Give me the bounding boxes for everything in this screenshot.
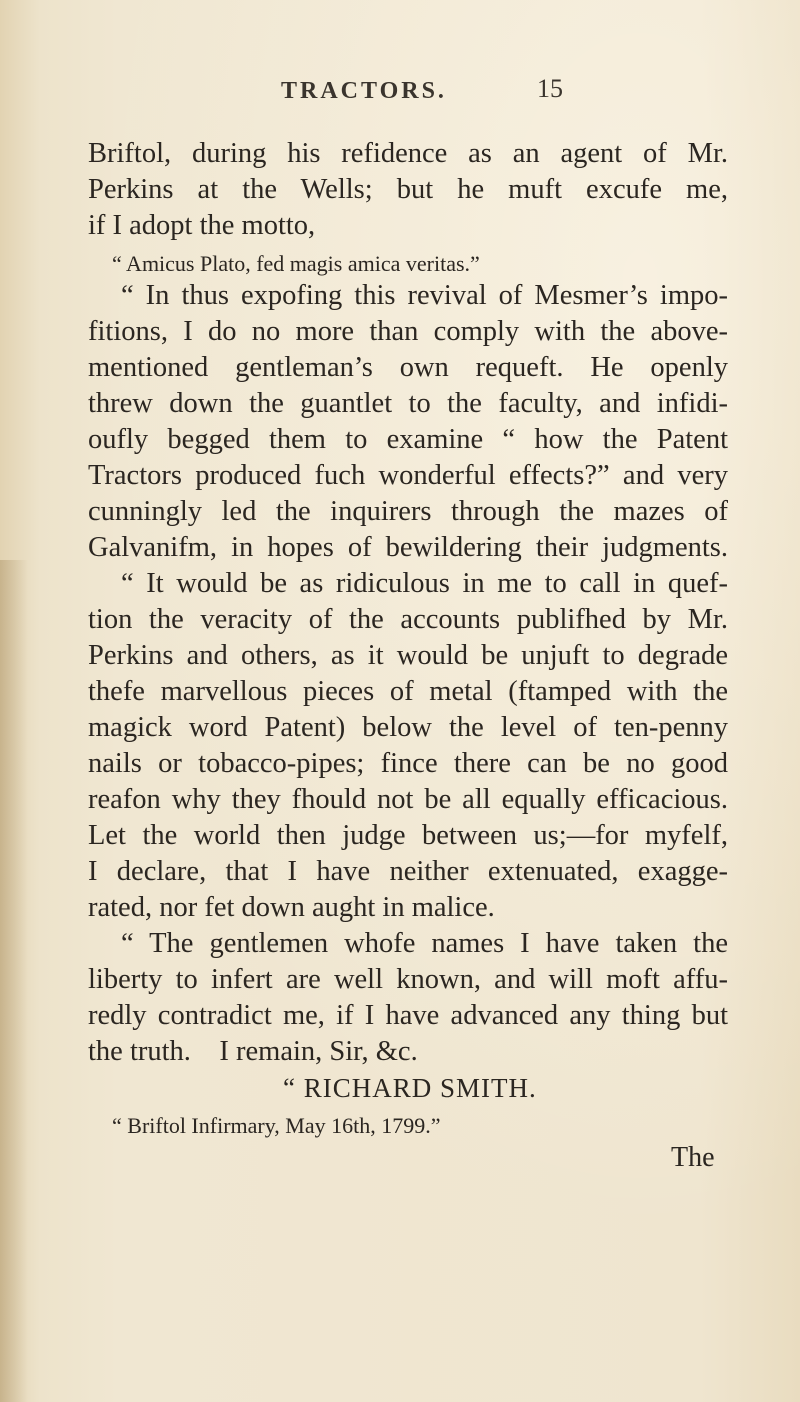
page-number: 15 [537, 74, 563, 103]
text-line: the truth. I remain, Sir, &c. [88, 1036, 418, 1067]
text-line: tion the veracity of the accounts publifhed by Mr. [88, 604, 728, 635]
spine-shadow [0, 560, 28, 1402]
text-line: Perkins and others, as it would be unjuft to degrade [88, 640, 728, 671]
text-line: thefe marvellous pieces of metal (ftamped with the [88, 676, 728, 707]
text-line: I declare, that I have neither extenuated, exagge- [88, 856, 728, 887]
text-line: rated, nor fet down aught in malice. [88, 892, 495, 923]
text-line: nails or tobacco-pipes; fince there can be no good [88, 748, 728, 779]
motto-line: “ Amicus Plato, fed magis amica veritas.” [112, 251, 480, 276]
signature: “ RICHARD SMITH. [283, 1073, 537, 1103]
text-line: reafon why they fhould not be all equally efficacious. [88, 784, 728, 815]
text-line: “ In thus expofing this revival of Mesmer’s impo- [121, 280, 728, 311]
text-line: threw down the guantlet to the faculty, and infidi- [88, 388, 728, 419]
text-line: “ The gentlemen whofe names I have taken the [121, 928, 728, 959]
text-line: Galvanifm, in hopes of bewildering their judgments. [88, 532, 728, 563]
text-line: Perkins at the Wells; but he muft excufe me, [88, 174, 728, 205]
text-line: redly contradict me, if I have advanced any thing but [88, 1000, 728, 1031]
running-head [0, 70, 800, 110]
text-line: “ It would be as ridiculous in me to call in quef- [121, 568, 728, 599]
running-title: TRACTORS. [281, 78, 447, 104]
text-line: fitions, I do no more than comply with the above- [88, 316, 728, 347]
text-line: Briftol, during his refidence as an agent of Mr. [88, 138, 728, 169]
text-line: liberty to infert are well known, and will moft affu- [88, 964, 728, 995]
text-line: cunningly led the inquirers through the mazes of [88, 496, 728, 527]
dateline: “ Briftol Infirmary, May 16th, 1799.” [112, 1113, 441, 1138]
text-line: if I adopt the motto, [88, 210, 316, 241]
text-line: oufly begged them to examine “ how the Patent [88, 424, 728, 455]
text-line: magick word Patent) below the level of ten-penny [88, 712, 728, 743]
text-line: mentioned gentleman’s own requeft. He openly [88, 352, 728, 383]
text-line: Let the world then judge between us;—for myfelf, [88, 820, 728, 851]
text-line: Tractors produced fuch wonderful effects?” and very [88, 460, 728, 491]
catchword: The [671, 1142, 715, 1173]
